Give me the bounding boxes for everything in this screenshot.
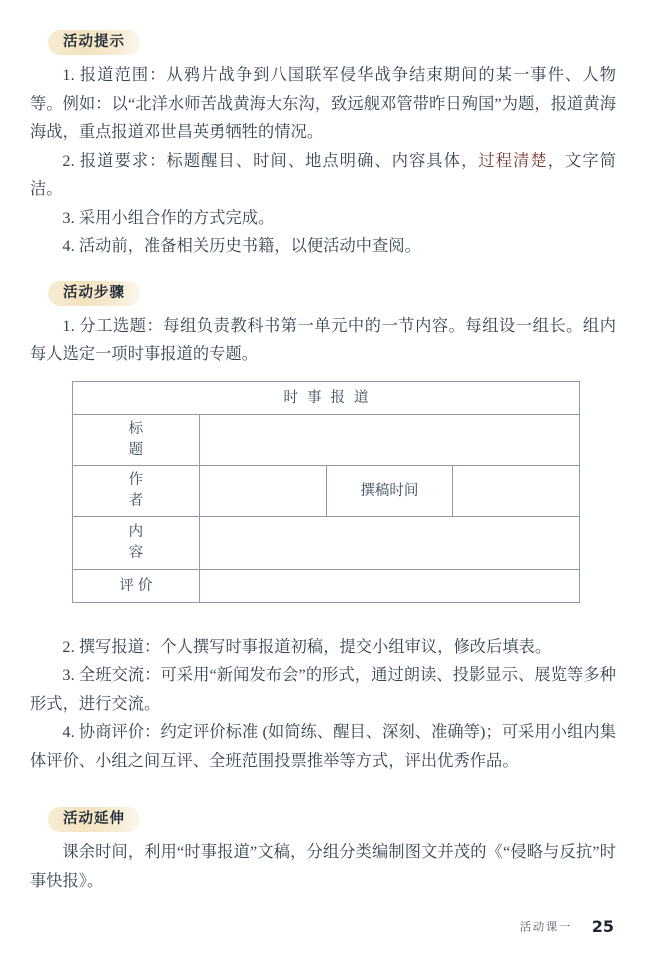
table-row-author <box>73 465 580 516</box>
table-label-content-char1: 内 <box>128 523 144 540</box>
tips-item-2-text-before: 2. 报道要求：标题醒目、时间、地点明确、内容具体， <box>62 151 479 170</box>
table-label-author-char2: 者 <box>128 492 144 509</box>
tips-item-2 <box>0 147 650 204</box>
table-label-title-char1: 标 <box>128 420 144 437</box>
table-label-title-char2: 题 <box>128 441 144 458</box>
table-label-content-char2: 容 <box>128 544 144 561</box>
steps-item-3-text: 3. 全班交流：可采用“新闻发布会”的形式，通过朗读、投影显示、展览等多种形式，进行交流。 <box>30 666 616 713</box>
tips-item-2-text-after: ，文字简洁。 <box>30 151 616 199</box>
tips-item-3 <box>0 204 650 233</box>
report-table-wrapper <box>0 381 650 603</box>
extension-text <box>0 838 650 895</box>
steps-item-1-text: 1. 分工选题：每组负责教科书第一单元中的一节内容。每组设一组长。组内每人选定一项时事报道的专题。 <box>30 316 616 364</box>
tips-item-2-highlight: 过程清楚 <box>478 151 548 170</box>
steps-item-3 <box>0 661 650 718</box>
tips-item-4 <box>0 232 650 261</box>
table-label-author <box>73 465 200 516</box>
table-header-cell: 时事报道 <box>73 381 580 414</box>
table-value-author[interactable] <box>199 465 326 516</box>
steps-item-2-text: 2. 撰写报道：个人撰写时事报道初稿，提交小组审议，修改后填表。 <box>62 637 552 656</box>
steps-item-2 <box>0 633 650 662</box>
table-label-time: 撰稿时间 <box>326 465 453 516</box>
tips-item-1 <box>0 61 650 147</box>
tips-item-4-text: 4. 活动前，准备相关历史书籍，以便活动中查阅。 <box>62 237 421 256</box>
tips-item-3-text: 3. 采用小组合作的方式完成。 <box>62 208 275 227</box>
badge-steps: 活动步骤 <box>48 281 140 306</box>
table-row-title <box>73 414 580 465</box>
extension-text-content: 课余时间，利用“时事报道”文稿，分组分类编制图文并茂的《“侵略与反抗”时事快报》。 <box>30 843 616 890</box>
tips-item-1-text: 1. 报道范围：从鸦片战争到八国联军侵华战争结束期间的某一事件、人物等。例如：以“北洋水师苦战黄海大东沟，致远舰邓管带昨日殉国”为题，报道黄海海战，重点报道邓世昌英勇牺牲的情况。 <box>30 66 616 142</box>
badge-extension: 活动延伸 <box>48 807 140 832</box>
top-spacer <box>0 0 650 30</box>
footer-page-number: 25 <box>591 917 614 936</box>
table-row-eval <box>73 569 580 602</box>
steps-item-4 <box>0 718 650 775</box>
table-label-author-char1: 作 <box>128 471 144 488</box>
table-label-eval: 评价 <box>73 569 200 602</box>
table-row-header <box>73 381 580 414</box>
table-value-eval[interactable] <box>199 569 579 602</box>
steps-item-4-text: 4. 协商评价：约定评价标准 (如简练、醒目、深刻、准确等)；可采用小组内集体评价、小组之间互评、全班范围投票推举等方式，评出优秀作品。 <box>30 723 616 770</box>
steps-item-1 <box>0 312 650 369</box>
table-value-title[interactable] <box>199 414 579 465</box>
table-value-content[interactable] <box>199 516 579 569</box>
footer-label: 活动课一 <box>519 921 572 934</box>
report-table <box>72 381 580 603</box>
table-value-time[interactable] <box>453 465 580 516</box>
table-label-title <box>73 414 200 465</box>
page-footer <box>0 917 650 936</box>
section-header-extension <box>0 807 650 832</box>
table-label-content <box>73 516 200 569</box>
section-header-steps <box>0 281 650 306</box>
table-row-content <box>73 516 580 569</box>
badge-tips: 活动提示 <box>48 30 140 55</box>
section-header-tips <box>0 30 650 55</box>
